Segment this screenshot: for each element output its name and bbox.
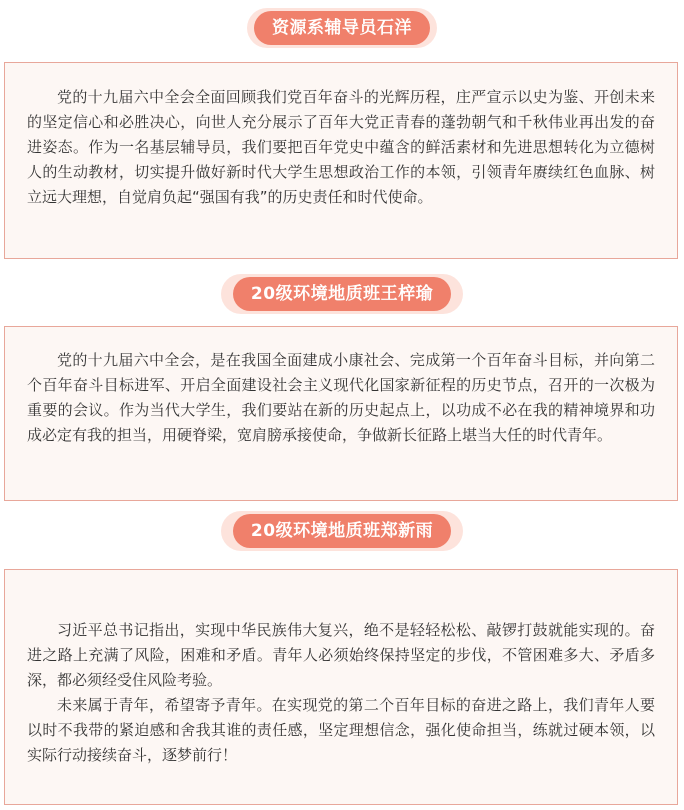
section-heading-2-label: 20级环境地质班王梓瑜 bbox=[233, 277, 451, 311]
section-heading-3 bbox=[221, 511, 463, 551]
section-card-3 bbox=[4, 569, 678, 805]
section-2-paragraph-1: 党的十九届六中全会，是在我国全面建成小康社会、完成第一个百年奋斗目标，并向第二个百年奋斗目标进军、开启全面建设社会主义现代化国家新征程的历史节点，召开的一次极为重要的会议。作为当代大学生，我们要站在新的历史起点上，以功成不必在我的精神境界和功成必定有我的担当，用硬脊梁，宽肩膀承接使命，争做新长征路上堪当大任的时代青年。 bbox=[27, 351, 655, 444]
section-card-1 bbox=[4, 62, 678, 259]
section-heading-1 bbox=[247, 8, 437, 48]
section-1-paragraph-1: 党的十九届六中全会全面回顾我们党百年奋斗的光辉历程，庄严宣示以史为鉴、开创未来的坚定信心和必胜决心，向世人充分展示了百年大党正青春的蓬勃朝气和千秋伟业再出发的奋进姿态。作为一名基层辅导员，我们要把百年党史中蕴含的鲜活素材和先进思想转化为立德树人的生动教材，切实提升做好新时代大学生思想政治工作的本领，引领青年赓续红色血脉、树立远大理想，自觉肩负起“强国有我”的历史责任和时代使命。 bbox=[27, 88, 655, 206]
section-heading-3-label: 20级环境地质班郑新雨 bbox=[233, 514, 451, 548]
section-heading-1-label: 资源系辅导员石洋 bbox=[254, 11, 430, 45]
section-3-paragraph-1: 习近平总书记指出，实现中华民族伟大复兴，绝不是轻轻松松、敲锣打鼓就能实现的。奋进之路上充满了风险，困难和矛盾。青年人必须始终保持坚定的步伐，不管困难多大、矛盾多深，都必须经受住风险考验。 bbox=[27, 621, 655, 689]
section-card-2 bbox=[4, 326, 678, 501]
section-heading-2 bbox=[221, 274, 463, 314]
section-3-paragraph-2: 未来属于青年，希望寄予青年。在实现党的第二个百年目标的奋进之路上，我们青年人要以时不我带的紧迫感和舍我其谁的责任感，坚定理想信念，强化使命担当，练就过硬本领，以实际行动接续奋斗，逐梦前行！ bbox=[27, 696, 655, 764]
